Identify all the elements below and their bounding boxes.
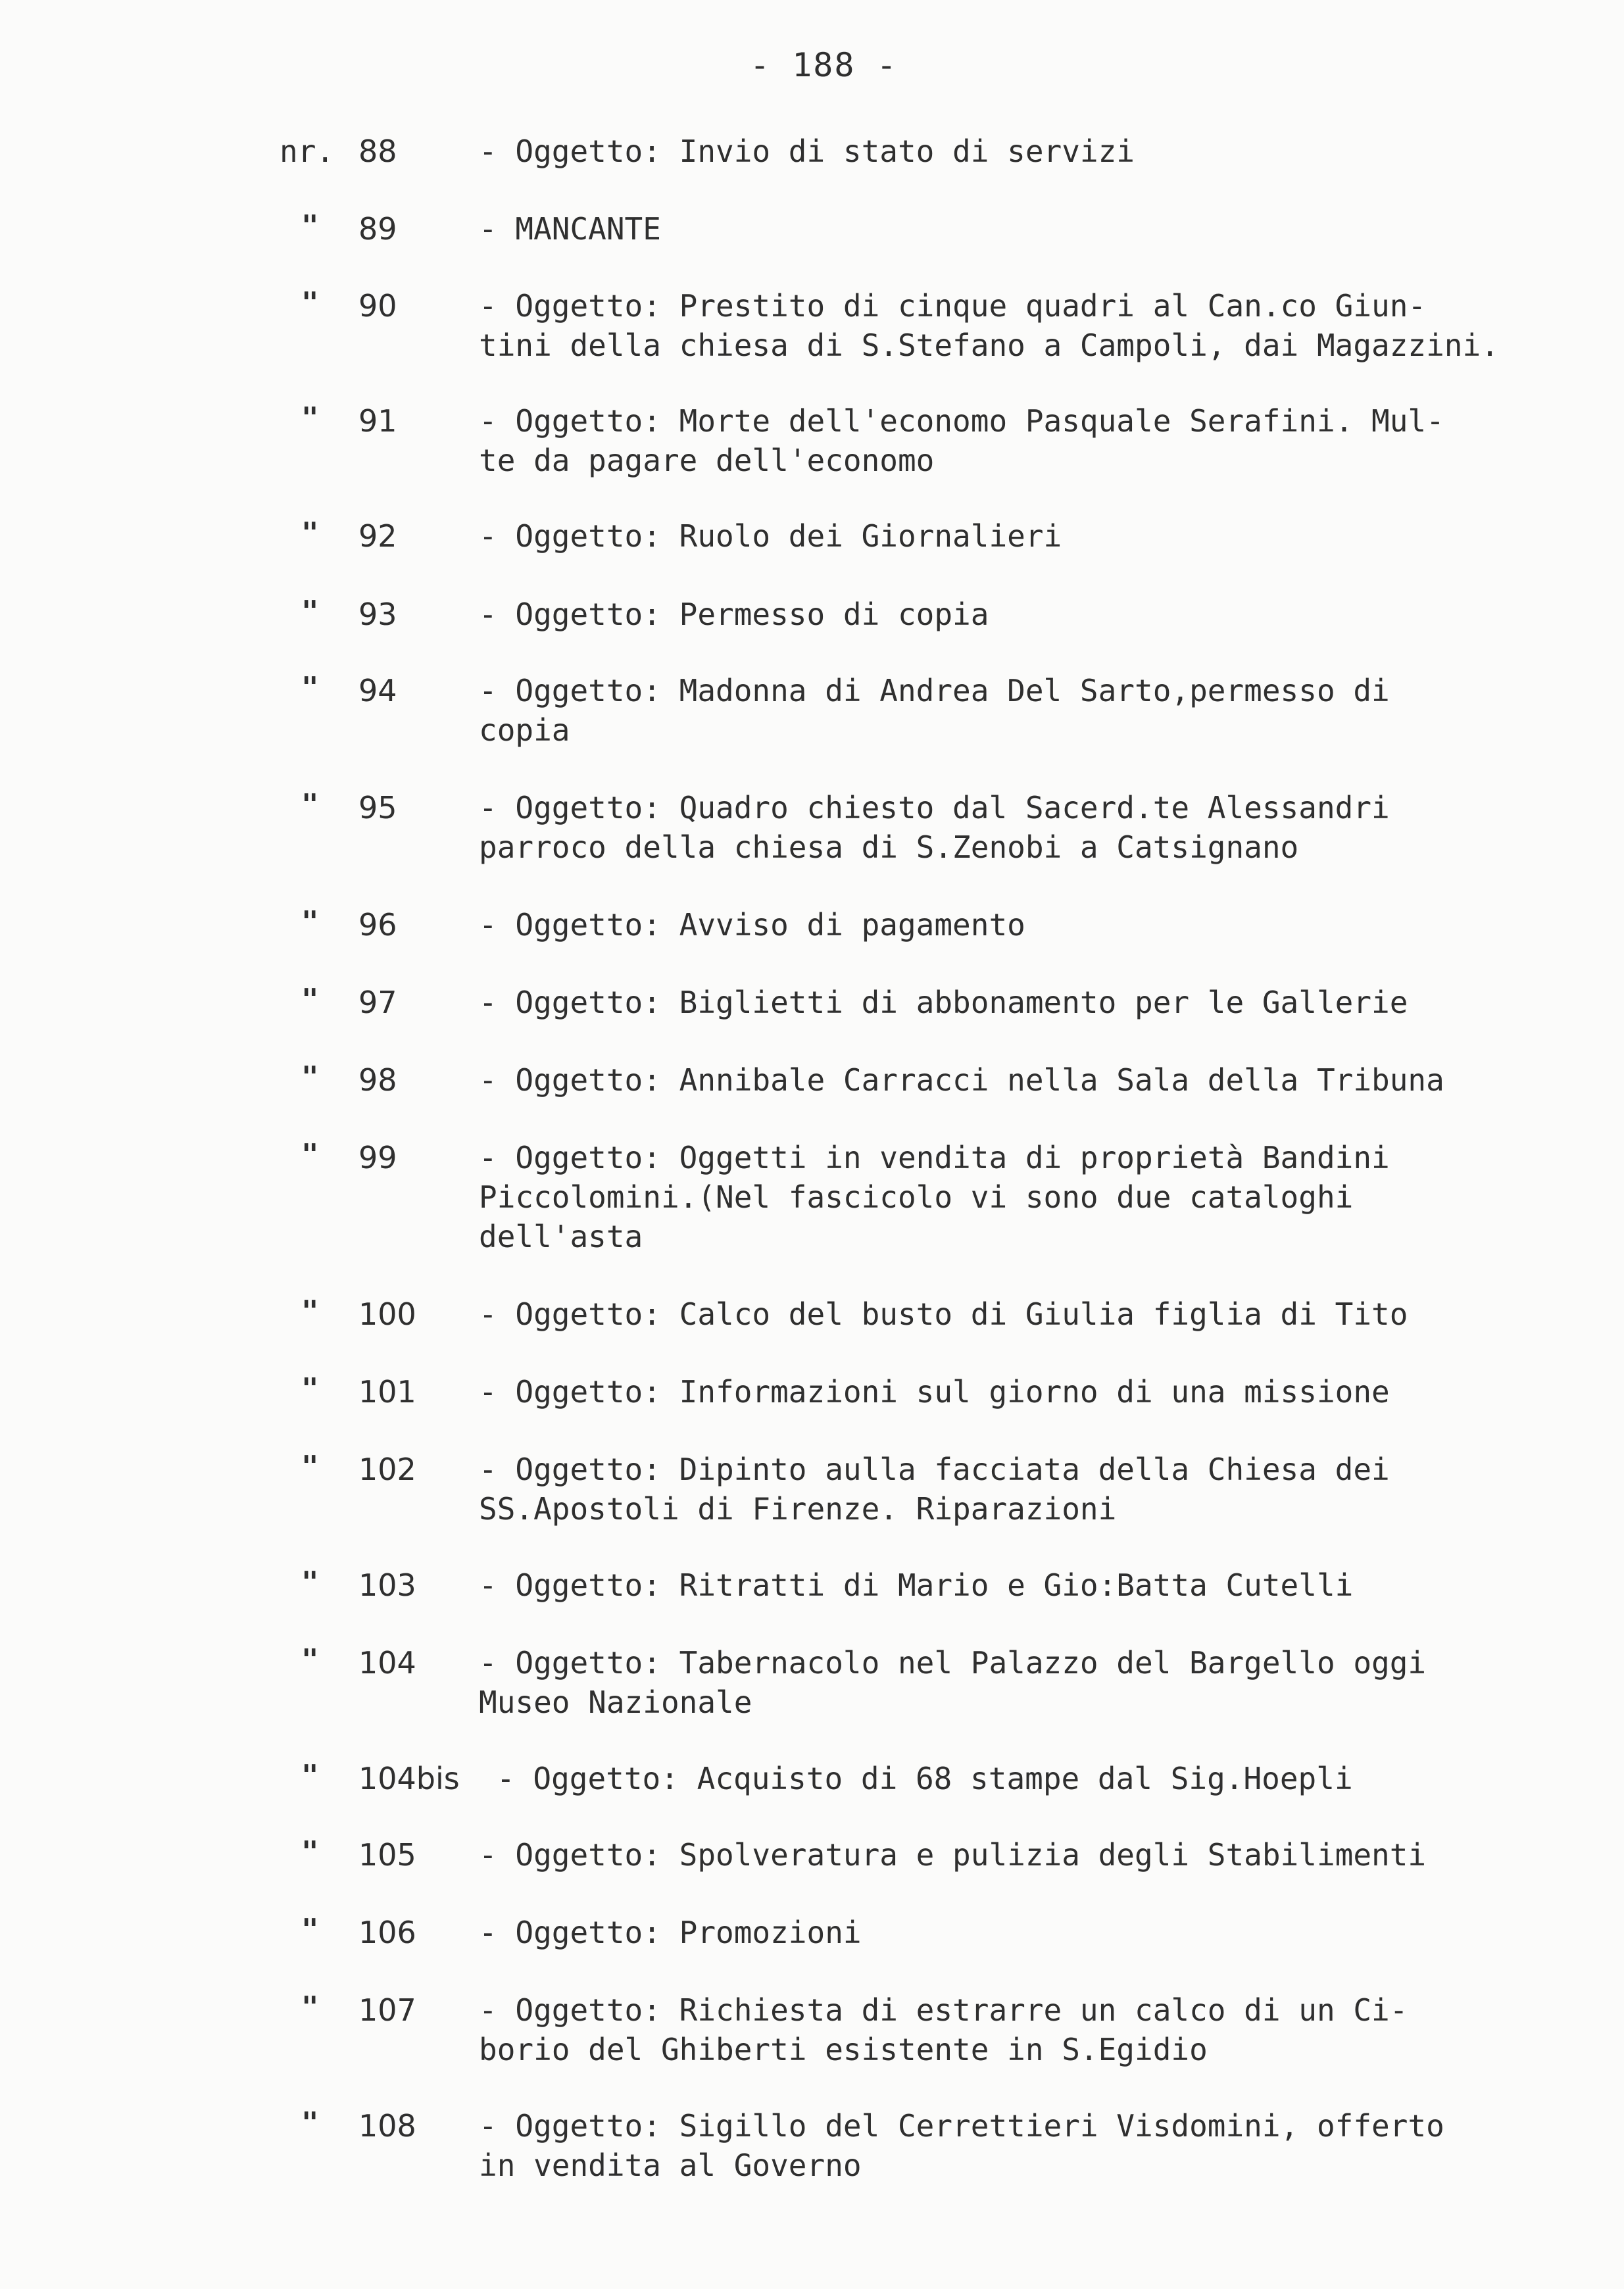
entry-text-line: Piccolomini.(Nel fascicolo vi sono due cataloghi bbox=[479, 1179, 1354, 1215]
entry-text-line: te da pagare dell'economo bbox=[479, 443, 935, 478]
ditto-mark: " bbox=[301, 401, 319, 435]
page-number: - 188 - bbox=[750, 46, 898, 84]
entry-text-line: - Oggetto: Morte dell'economo Pasquale Serafini. Mul- bbox=[479, 403, 1444, 439]
entry-number: 108 bbox=[358, 2108, 416, 2144]
entry-description bbox=[479, 1138, 1597, 1256]
entry-description bbox=[479, 1565, 1597, 1605]
entry-description bbox=[479, 516, 1597, 556]
entry-text-line: - Oggetto: Biglietti di abbonamento per le Gallerie bbox=[479, 985, 1408, 1020]
entry-number: 91 bbox=[358, 403, 397, 439]
entry-text-line: - Oggetto: Ritratti di Mario e Gio:Batta Cutelli bbox=[479, 1567, 1354, 1603]
entry-description bbox=[479, 132, 1597, 171]
entry-number: 93 bbox=[358, 597, 397, 632]
entry-text-line: - Oggetto: Tabernacolo nel Palazzo del Bargello oggi bbox=[479, 1645, 1427, 1681]
entry-number: 107 bbox=[358, 1992, 416, 2028]
entry-number: 98 bbox=[358, 1062, 397, 1098]
entry-description bbox=[479, 905, 1597, 945]
entry-text-line: in vendita al Governo bbox=[479, 2148, 862, 2183]
entry-description bbox=[479, 671, 1597, 750]
entry-description bbox=[479, 1913, 1597, 1952]
entry-text-line: - Oggetto: Prestito di cinque quadri al Can.co Giun- bbox=[479, 288, 1427, 324]
ditto-mark: " bbox=[301, 516, 319, 550]
ditto-mark: " bbox=[301, 595, 319, 628]
entry-description bbox=[479, 1643, 1597, 1722]
ditto-mark: " bbox=[301, 1990, 319, 2024]
ditto-mark: " bbox=[301, 209, 319, 243]
ditto-mark: " bbox=[301, 671, 319, 704]
entry-text-line: parroco della chiesa di S.Zenobi a Catsignano bbox=[479, 829, 1299, 865]
entry-description bbox=[497, 1759, 1615, 1798]
ditto-mark: " bbox=[301, 2106, 319, 2140]
entry-number: 99 bbox=[358, 1140, 397, 1175]
entry-number: 102 bbox=[358, 1452, 416, 1487]
entry-text-line: - Oggetto: Sigillo del Cerrettieri Visdomini, offerto bbox=[479, 2108, 1444, 2144]
ditto-mark: " bbox=[301, 286, 319, 320]
entry-number: 94 bbox=[358, 673, 397, 708]
entry-number: 105 bbox=[358, 1837, 416, 1873]
entry-description bbox=[479, 983, 1597, 1022]
entry-text-line: - Oggetto: Invio di stato di servizi bbox=[479, 134, 1135, 169]
entry-text-line: borio del Ghiberti esistente in S.Egidio bbox=[479, 2032, 1208, 2067]
entry-number: 101 bbox=[358, 1374, 416, 1410]
entry-description bbox=[479, 401, 1597, 480]
entry-text-line: - Oggetto: Informazioni sul giorno di una missione bbox=[479, 1374, 1390, 1410]
entry-number: 89 bbox=[358, 211, 397, 247]
ditto-mark: " bbox=[301, 1138, 319, 1171]
entry-description bbox=[479, 209, 1597, 249]
entry-description bbox=[479, 1835, 1597, 1875]
ditto-mark: " bbox=[301, 905, 319, 939]
entry-text-line: - Oggetto: Avviso di pagamento bbox=[479, 907, 1025, 943]
entry-number: 88 bbox=[358, 134, 397, 169]
entry-number: 90 bbox=[358, 288, 397, 324]
ditto-mark: " bbox=[301, 983, 319, 1016]
entry-text-line: - Oggetto: Quadro chiesto dal Sacerd.te Alessandri bbox=[479, 790, 1390, 825]
ditto-mark: " bbox=[301, 1372, 319, 1406]
entry-number: 95 bbox=[358, 790, 397, 825]
entry-number: 97 bbox=[358, 985, 397, 1020]
entry-description bbox=[479, 1372, 1597, 1412]
entry-text-line: - Oggetto: Richiesta di estrarre un calco di un Ci- bbox=[479, 1992, 1408, 2028]
ditto-mark: " bbox=[301, 788, 319, 822]
entry-text-line: copia bbox=[479, 712, 570, 748]
entry-number: 103 bbox=[358, 1567, 416, 1603]
entry-text-line: - Oggetto: Acquisto di 68 stampe dal Sig.Hoepli bbox=[497, 1761, 1353, 1796]
ditto-mark: " bbox=[301, 1060, 319, 1094]
entry-text-line: - Oggetto: Oggetti in vendita di proprietà Bandini bbox=[479, 1140, 1390, 1175]
ditto-mark: " bbox=[301, 1913, 319, 1946]
ditto-mark: " bbox=[301, 1565, 319, 1599]
entry-number: 106 bbox=[358, 1915, 416, 1950]
entry-text-line: - Oggetto: Promozioni bbox=[479, 1915, 862, 1950]
entry-description bbox=[479, 595, 1597, 634]
entry-text-line: Museo Nazionale bbox=[479, 1685, 752, 1720]
entry-prefix: nr. bbox=[280, 134, 335, 169]
entry-text-line: - MANCANTE bbox=[479, 211, 661, 247]
entry-description bbox=[479, 1060, 1597, 1100]
entry-text-line: tini della chiesa di S.Stefano a Campoli, dai Magazzini. bbox=[479, 328, 1499, 363]
entry-text-line: - Oggetto: Annibale Carracci nella Sala della Tribuna bbox=[479, 1062, 1444, 1098]
entry-number: 104bis bbox=[358, 1761, 460, 1796]
ditto-mark: " bbox=[301, 1643, 319, 1677]
ditto-mark: " bbox=[301, 1294, 319, 1328]
ditto-mark: " bbox=[301, 1835, 319, 1869]
entry-text-line: - Oggetto: Ruolo dei Giornalieri bbox=[479, 518, 1062, 554]
entry-description bbox=[479, 286, 1597, 365]
ditto-mark: " bbox=[301, 1759, 319, 1792]
entry-text-line: - Oggetto: Dipinto aulla facciata della Chiesa dei bbox=[479, 1452, 1390, 1487]
entry-number: 100 bbox=[358, 1296, 416, 1332]
entry-description bbox=[479, 1294, 1597, 1334]
entry-description bbox=[479, 1990, 1597, 2069]
entry-text-line: dell'asta bbox=[479, 1219, 643, 1254]
entry-description bbox=[479, 2106, 1597, 2185]
entry-text-line: - Oggetto: Calco del busto di Giulia figlia di Tito bbox=[479, 1296, 1408, 1332]
entry-description bbox=[479, 788, 1597, 867]
entry-description bbox=[479, 1450, 1597, 1529]
ditto-mark: " bbox=[301, 1450, 319, 1483]
entry-number: 96 bbox=[358, 907, 397, 943]
entry-text-line: SS.Apostoli di Firenze. Riparazioni bbox=[479, 1491, 1117, 1527]
entry-text-line: - Oggetto: Permesso di copia bbox=[479, 597, 989, 632]
entry-text-line: - Oggetto: Madonna di Andrea Del Sarto,permesso di bbox=[479, 673, 1390, 708]
entry-number: 104 bbox=[358, 1645, 416, 1681]
entry-number: 92 bbox=[358, 518, 397, 554]
entry-text-line: - Oggetto: Spolveratura e pulizia degli Stabilimenti bbox=[479, 1837, 1427, 1873]
